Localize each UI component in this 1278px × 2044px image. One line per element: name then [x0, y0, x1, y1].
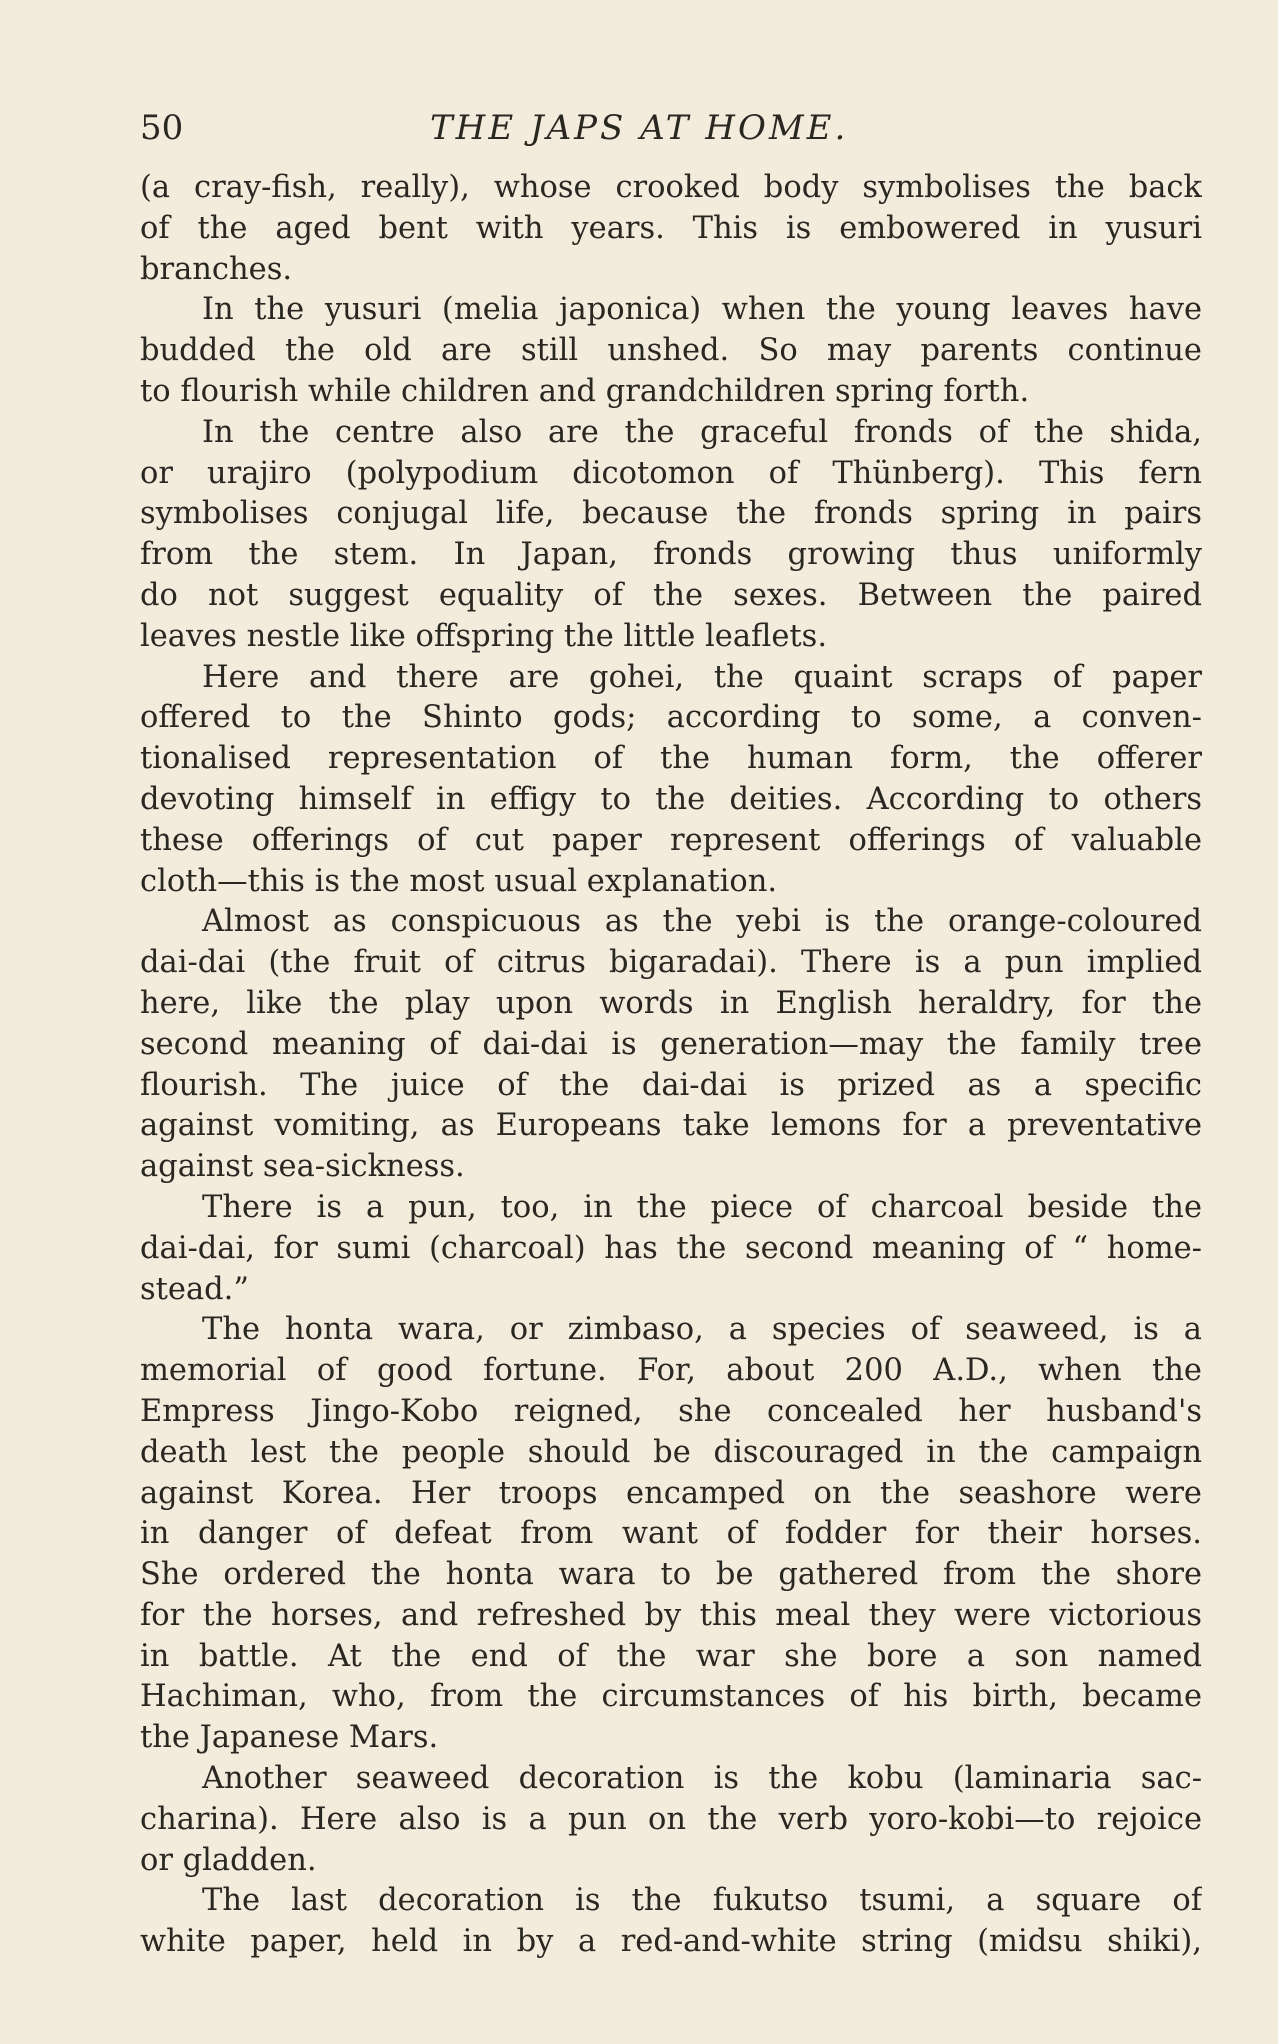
page-header — [140, 108, 1202, 158]
text-line: in battle. At the end of the war she bore a son named — [140, 1638, 1202, 1674]
text-line: cloth—this is the most usual explanation. — [140, 863, 778, 899]
text-line: against sea-sickness. — [140, 1149, 465, 1185]
text-line: tionalised representation of the human form, the offerer — [140, 741, 1202, 777]
text-line: in danger of defeat from want of fodder for their horses. — [140, 1516, 1202, 1552]
text-line: of the aged bent with years. This is embowered in yusuri — [140, 210, 1202, 246]
text-line: for the horses, and refreshed by this meal they were victorious — [140, 1597, 1202, 1633]
text-line: dai-dai, for sumi (charcoal) has the second meaning of “ home- — [140, 1230, 1202, 1266]
text-line: The honta wara, or zimbaso, a species of seaweed, is a — [202, 1312, 1202, 1348]
text-line: The last decoration is the fukutso tsumi, a square of — [202, 1883, 1202, 1919]
text-line: Empress Jingo-Kobo reigned, she concealed her husband's — [140, 1393, 1202, 1429]
text-line: from the stem. In Japan, fronds growing thus uniformly — [140, 537, 1202, 573]
text-line: charina). Here also is a pun on the verb yoro-kobi—to rejoice — [140, 1801, 1202, 1837]
text-line: here, like the play upon words in English heraldry, for the — [140, 985, 1202, 1021]
body-text — [140, 168, 1202, 1963]
text-line: Hachiman, who, from the circumstances of his birth, became — [140, 1679, 1202, 1715]
text-line: the Japanese Mars. — [140, 1720, 439, 1756]
text-line: In the yusuri (melia japonica) when the young leaves have — [202, 292, 1202, 328]
text-line: stead.” — [140, 1271, 249, 1307]
text-line: symbolises conjugal life, because the fronds spring in pairs — [140, 496, 1202, 532]
text-line: or gladden. — [140, 1842, 317, 1878]
running-title: THE JAPS AT HOME. — [430, 108, 849, 148]
text-line: devoting himself in effigy to the deities. According to others — [140, 781, 1202, 817]
text-line: to flourish while children and grandchildren spring forth. — [140, 373, 1030, 409]
text-line: against Korea. Her troops encamped on the seashore were — [140, 1475, 1202, 1511]
text-line: She ordered the honta wara to be gathered from the shore — [140, 1557, 1202, 1593]
text-line: these offerings of cut paper represent offerings of valuable — [140, 822, 1202, 858]
text-line: dai-dai (the fruit of citrus bigaradai). There is a pun implied — [140, 945, 1202, 981]
text-line: branches. — [140, 251, 293, 287]
text-line: flourish. The juice of the dai-dai is prized as a specific — [140, 1067, 1202, 1103]
text-line: white paper, held in by a red-and-white string (midsu shiki), — [140, 1924, 1202, 1960]
text-line: Almost as conspicuous as the yebi is the orange-coloured — [202, 904, 1202, 940]
page-number: 50 — [140, 108, 184, 148]
text-line: against vomiting, as Europeans take lemons for a preventative — [140, 1108, 1202, 1144]
text-line: death lest the people should be discouraged in the campaign — [140, 1434, 1202, 1470]
text-line: Here and there are gohei, the quaint scraps of paper — [202, 659, 1202, 695]
text-line: leaves nestle like offspring the little leaflets. — [140, 618, 828, 654]
text-line: do not suggest equality of the sexes. Between the paired — [140, 577, 1202, 613]
text-line: memorial of good fortune. For, about 200 A.D., when the — [140, 1353, 1202, 1389]
text-line: offered to the Shinto gods; according to some, a conven- — [140, 700, 1202, 736]
text-line: second meaning of dai-dai is generation—may the family tree — [140, 1026, 1202, 1062]
text-line: (a cray-fish, really), whose crooked body symbolises the back — [140, 170, 1202, 205]
text-line: Another seaweed decoration is the kobu (laminaria sac- — [202, 1761, 1202, 1797]
text-line: In the centre also are the graceful fronds of the shida, — [202, 414, 1202, 450]
text-line: budded the old are still unshed. So may parents continue — [140, 333, 1202, 369]
text-line: There is a pun, too, in the piece of charcoal beside the — [202, 1189, 1202, 1225]
text-line: or urajiro (polypodium dicotomon of Thünberg). This fern — [140, 455, 1202, 491]
